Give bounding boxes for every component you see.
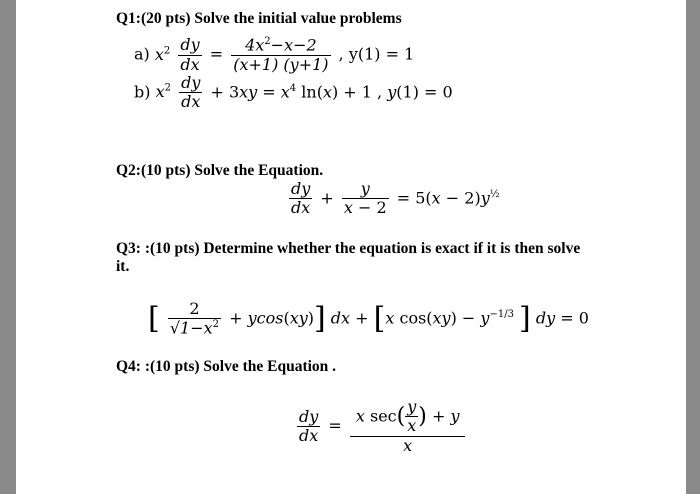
q4-equation: $\frac{dy}{dx}$ = x sec( $\frac{y}{x}$ ) + y x	[294, 398, 468, 455]
q3-heading-line2: it.	[116, 258, 130, 275]
q4-heading: Q4: :(10 pts) Solve the Equation .	[116, 358, 337, 375]
q1-heading: Q1:(20 pts) Solve the initial value problems	[116, 10, 402, 27]
q1-b-label: b)	[134, 82, 151, 102]
q1-b-equation: b) $x^2$ $\frac{dy}{dx}$ + $3xy = x^4$ ln(x) + 1 , y(1) = 0	[134, 73, 453, 112]
q2-equation: $\frac{dy}{dx}$ + $\frac{y}{x - 2}$ = $5(x - 2)y^{\frac{1}{2}}$	[291, 179, 500, 218]
q1-a-initial-condition: , y(1) = 1	[338, 44, 415, 64]
q2-heading: Q2:(10 pts) Solve the Equation.	[116, 162, 324, 179]
q1-a-label: a)	[134, 44, 150, 64]
left-page-edge	[0, 0, 16, 494]
q3-equation: [ $\frac{2}{√1-x^2}$ + ycos(xy)] dx + [x $\cos(xy) - y^{-1/3}$ ] dy = 0	[148, 299, 589, 338]
right-page-edge	[686, 0, 700, 494]
q3-heading-line1: Q3: :(10 pts) Determine whether the equation is exact if it is then solve	[116, 240, 581, 257]
q1-a-equation: a) $x^2$ $\frac{dy}{dx}$ = $\frac{4x^2-x-2}{(x+1) (y+1)}$ , y(1) = 1	[134, 35, 415, 74]
document-page	[16, 0, 686, 494]
